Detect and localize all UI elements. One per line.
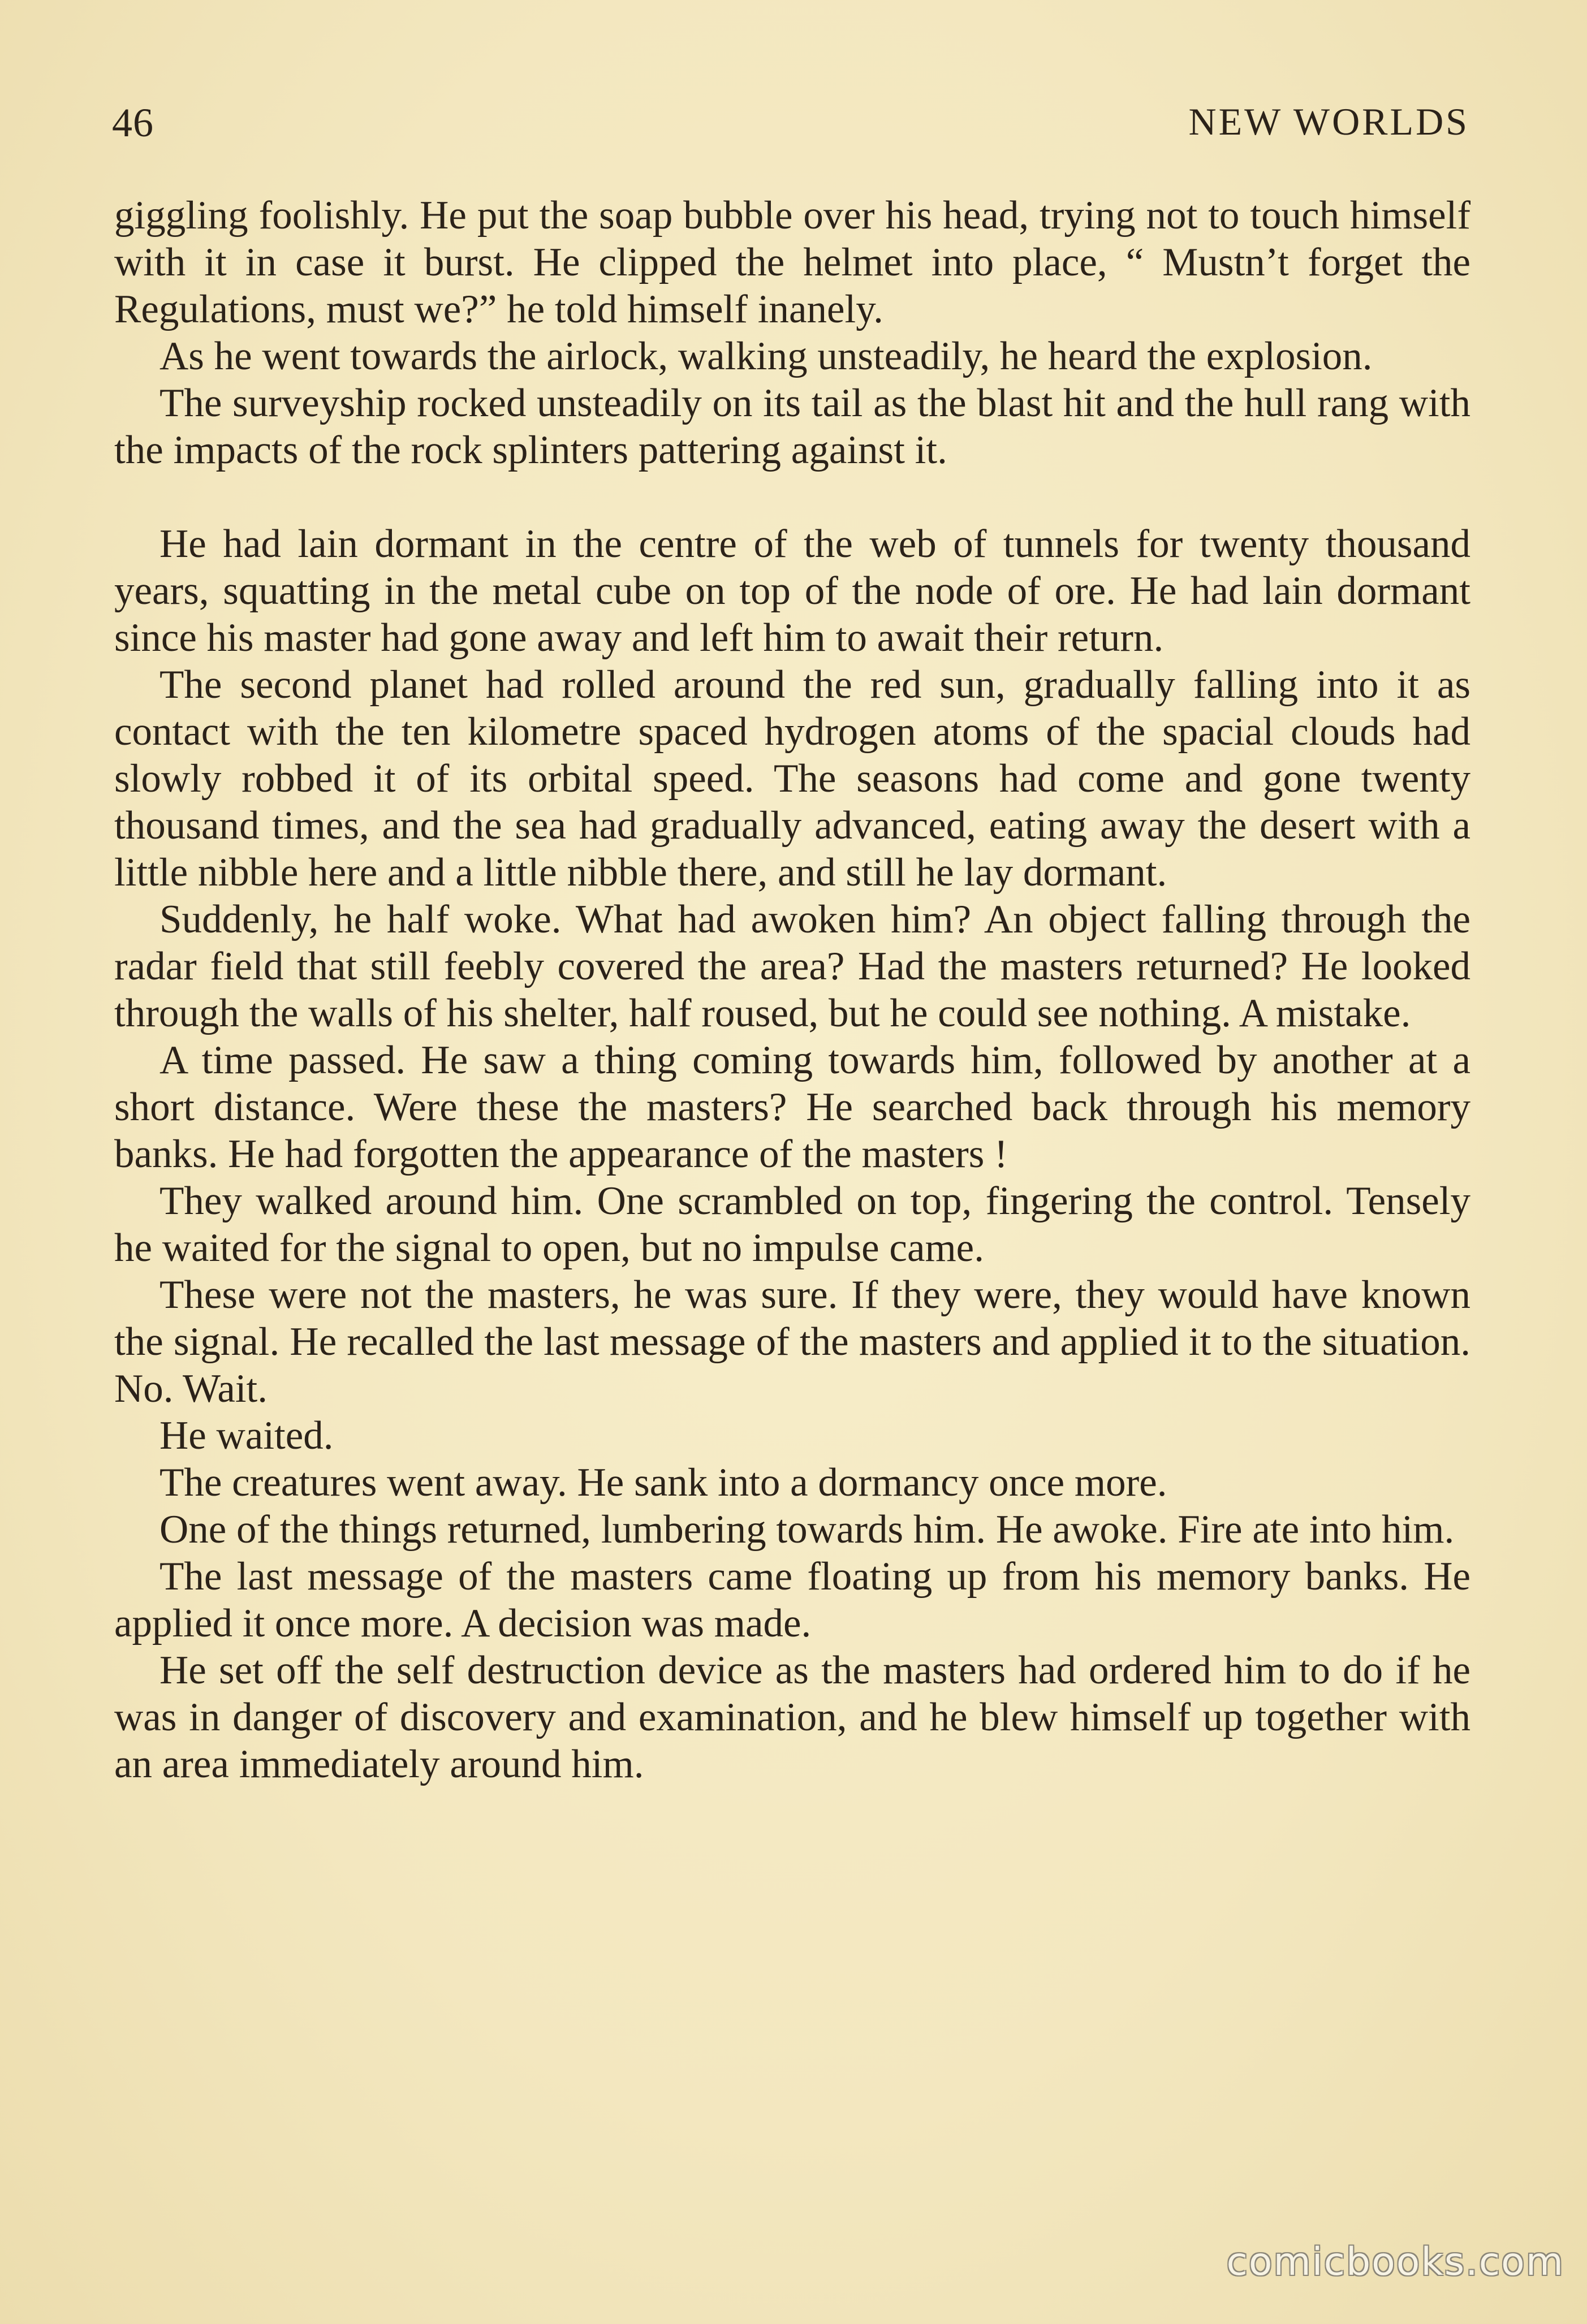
running-head [112, 100, 1469, 150]
paragraph: The surveyship rocked unsteadily on its tail as the blast hit and the hull rang with the impacts of the rock splinters pattering against it. [114, 381, 1470, 472]
magazine-title: NEW WORLDS [1188, 100, 1469, 143]
paragraph: He waited. [159, 1414, 334, 1458]
watermark: comicbooks.com [1226, 2240, 1564, 2284]
paragraph: He set off the self destruction device as the masters had ordered him to do if he was in danger of discovery and examination, and he blew himself up together with an area immediately around him. [114, 1648, 1470, 1786]
paragraph: giggling foolishly. He put the soap bubble over his head, trying not to touch himself with it in case it burst. He clipped the helmet into place, “ Mustn’t forget the Regulations, must we?” he told himself inanely. [114, 193, 1470, 331]
page-number: 46 [112, 100, 154, 145]
paragraph: The last message of the masters came floating up from his memory banks. He applied it once more. A decision was made. [114, 1554, 1470, 1645]
paragraph: The second planet had rolled around the red sun, gradually falling into it as contact with the ten kilometre spaced hydrogen atoms of the spacial clouds had slowly robbed it of its orbital speed. The seasons had come and gone twenty thousand times, and the sea had gradually advanced, eating away the desert with a little nibble here and a little nibble there, and still he lay dormant. [114, 663, 1470, 895]
paragraph: A time passed. He saw a thing coming towards him, followed by another at a short distance. Were these the masters? He searched back through his memory banks. He had forgotten the appearance of the masters ! [114, 1038, 1470, 1176]
paragraph: As he went towards the airlock, walking unsteadily, he heard the explosion. [159, 334, 1373, 378]
paragraph-section-start: He had lain dormant in the centre of the web of tunnels for twenty thousand years, squatting in the metal cube on top of the node of ore. He had lain dormant since his master had gone away and left him to await their return. [114, 522, 1470, 660]
paragraph: These were not the masters, he was sure. If they were, they would have known the signal. He recalled the last message of the masters and applied it to the situation. No. Wait. [114, 1273, 1470, 1411]
paragraph: One of the things returned, lumbering towards him. He awoke. Fire ate into him. [159, 1507, 1455, 1552]
paragraph: The creatures went away. He sank into a dormancy once more. [159, 1461, 1167, 1505]
story-text [114, 192, 1470, 1788]
paragraph: They walked around him. One scrambled on top, fingering the control. Tensely he waited for the signal to open, but no impulse came. [114, 1179, 1470, 1270]
paragraph: Suddenly, he half woke. What had awoken him? An object falling through the radar field that still feebly covered the area? Had the masters returned? He looked through the walls of his shelter, half roused, but he could see nothing. A mistake. [114, 897, 1470, 1035]
